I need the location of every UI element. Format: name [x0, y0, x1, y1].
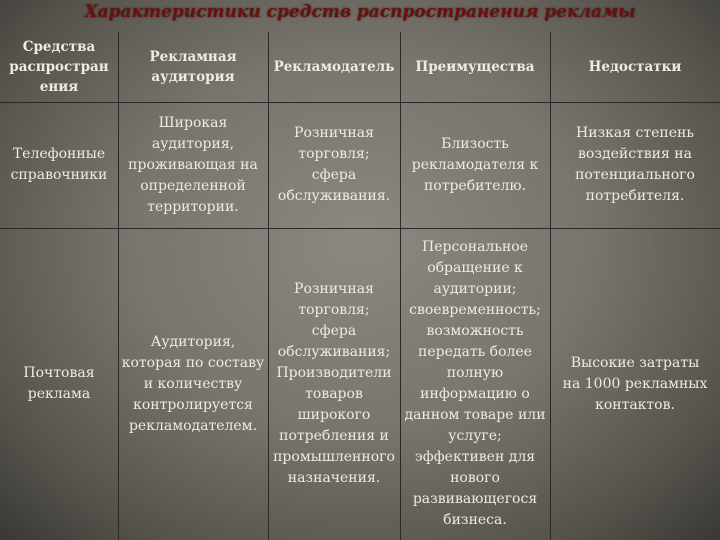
table-row-2-medium: Почтовая реклама: [23, 365, 95, 402]
table-row-2-advantages: Персональное обращение к аудитории; своевременность; возможность передать более полную информацию о данном товаре или услуге; эффективен для нового развивающегося бизнеса.: [404, 239, 546, 528]
header-audience: Рекламная аудитория: [149, 49, 237, 85]
table-row-1-advertiser: Розничная торговля; сфера обслуживания.: [277, 125, 391, 204]
table-row-1-advantages: Близость рекламодателя к потребителю.: [411, 135, 539, 194]
header-disadvantages: Недостатки: [588, 59, 682, 75]
slide-title: Характеристики средств распространения рекламы: [84, 2, 636, 22]
table-row-1-disadvantages: Низкая степень воздействия на потенциального потребителя.: [575, 125, 695, 204]
header-advantages: Преимущества: [415, 59, 535, 75]
table-row-2-audience: Аудитория, которая по составу и количеству контролируется рекламодателем.: [121, 333, 265, 434]
characteristics-table: [0, 32, 720, 540]
header-advertiser: Рекламодатель: [273, 59, 395, 75]
table-row-2-advertiser: Розничная торговля; сфера обслуживания; Производители товаров широкого потребления и промышленного назначения.: [273, 281, 395, 486]
header-medium: Средства распростран ения: [9, 39, 109, 95]
table-row-1-medium: Телефонные справочники: [10, 146, 108, 183]
table-row-2-disadvantages: Высокие затраты на 1000 рекламных контактов.: [562, 354, 708, 413]
table-row-1-audience: Широкая аудитория, проживающая на определенной территории.: [128, 114, 258, 215]
